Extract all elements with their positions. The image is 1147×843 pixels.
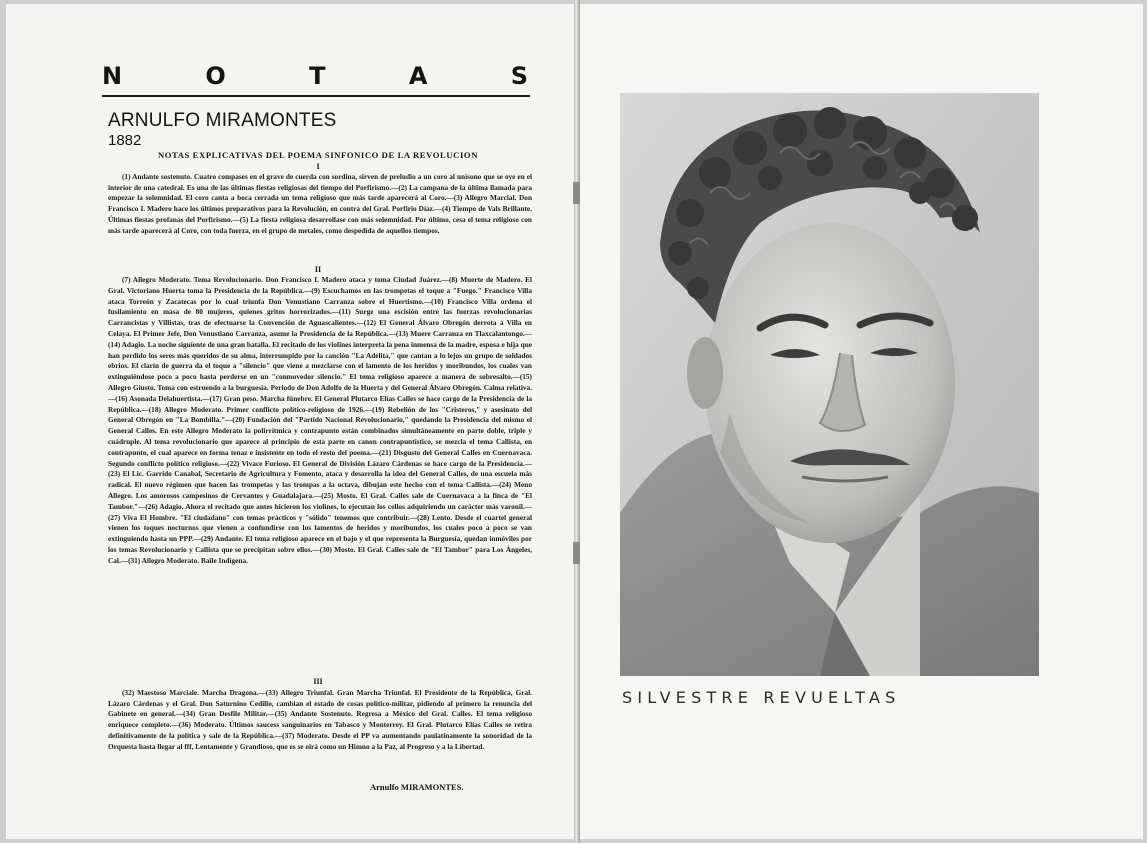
heading-letter: A [408, 62, 428, 90]
section-numeral-1: I [316, 162, 320, 171]
section-numeral-2: II [314, 265, 322, 274]
heading-letter: O [205, 62, 226, 90]
heading-letter: S [510, 62, 528, 90]
notes-paragraph-3: (32) Maestoso Marciale. Marcha Dragona.—(33) Allegro Triunfal. Gran Marcha Triunfal. El Presidente de la República, Gral. Lázaro Cárdenas y el Gral. Don Saturnino Cedillo, cambian el estado de cosas político-militar, pidiendo al primero la renuncia del Gabinete en general.—(34) Gran Desfile Militar.—(35) Andante Sostenuto. Regresa a México del Gral. Calles. El tema religioso enriquece completo.—(36) Moderato. Últimos saucess sanguinarios en Tabasco y Monterrey. El Gral. Plutarco Elías Calles se retira definitivamente de la política y sale de la República.—(37) Moderato. Desde el PP va aumentando paulatinamente la sonoridad de la Orquesta hasta llegar al fff, Lentamente y Grandioso, que es se oirá como un Himno a la Paz, al Progreso y a la Libertad. [108, 688, 532, 751]
portrait-illustration [620, 93, 1039, 676]
notes-paragraph-2: (7) Allegro Moderato. Tema Revolucionario. Don Francisco I. Madero ataca y toma Ciudad Juárez.—(8) Muerte de Madero. El Gral. Victoriano Huerta toma la Presidencia de la República.—(9) Escuchamos en las trompetas el toque a "Fuego." Francisco Villa ataca Torreón y Zacatecas por lo cual triunfa Don Venustiano Carranza sobre el Huertismo.—(10) Francisco Villa ordena el fusilamiento en masa de 80 mujeres, quienes gritos horrorizados.—(11) Surge una escisión entre las fuerzas revolucionarias Carrancistas y Villistas, tras de efectuarse la Convención de Aguascalientes.—(12) El General Álvaro Obregón derrota a Villa en Celaya. El Primer Jefe, Don Venustiano Carranza, asume la Presidencia de la República.—(13) Muere Carranza en Tlaxcalantongo.—(14) Adagio. La noche siguiente de una gran batalla. El recitado de los violines interpreta la pena inmensa de la madre, esposa e hija que han perdido los seres más queridos de su alma, interrumpido por la canción "La Adelita," que cantan a lo lejos un grupo de soldados ebrios. El clarín de guerra da el toque a "silencio" que viene a mezclarse con el lamento de los heridos y moribundos, los cuales van extinguiéndose poco a poco hasta perderse en un "conmovedor silencio." El tema religioso aparece a manera de sobresalto.—(15) Allegro Giusto. Toma con estruendo a la burguesía. Periodo de Don Adolfo de la Huerta y del General Álvaro Obregón. Calma relativa.—(16) Asonada Delahuertista.—(17) Gran peso. Marcha fúnebre. El General Plutarco Elías Calles se hace cargo de la Presidencia de la República.—(18) Allegro Moderato. Primer conflicto político-religioso de 1926.—(19) Rebelión de los "Cristeros," y asesinato del General Obregón en "La Bombilla."—(20) Fundación del "Partido Nacional Revolucionario," quedando la Presidencia del mismo el General Calles. En este Allegro Moderato la polirrítmica y contrapunto están combinados simultáneamente en parte doble, triple y cuádruple. Al tema revolucionario que aparece al principio de esta parte en canon contrapuntístico, se mezcla el tema Callista, en contrapunto, el cual aparece en forma tenaz e insistente en todo el resto del poema.—(21) Disgusto del General Calles en Cuernavaca. Segundo conflicto político religioso.—(22) Vivace Furioso. El General de División Lázaro Cárdenas se hace cargo de la Presidencia.—(23) El Lic. Garrido Canabal, Secretario de Agricultura y Fomento, ataca y desarrolla la idea del General Calles, de una escuela más radical. El nuevo régimen que hacen las trompetas y las trompas a la octava, dibujan este hecho con el tema Callista.—(24) Meno Allegro. Los amorosos campesinos de Cervantes y Guadalajara.—(25) Mosto. El Gral. Calles sale de Cuernavaca a la finca de "El Tambor."—(26) Adagio. Ahora el recitado que antes hicieron los violines, lo ejecutan los cellos adquiriendo un carácter más varonil.—(27) Viva El Hombre. "El ciudadano" con temas prácticos y "sólido" tenemos que contribuir.—(28) Lento. Desde el cuartel general vienen los toques nocturnos que vienen a confundirse con los lamentos de heridos y moribundos, los cuales poco a poco se van extinguiendo hasta un PPP.—(29) Andante. El tema religioso aparece en el bajo y el que representa la Burguesía, quedan inmóviles por los temas Revolucionario y Callista que se precipitan sobre ellos.—(30) Mosto. El Gral. Calles sale de "El Tambor" para Los Ángeles, Cal.—(31) Allegro Moderato. Baile Indígena. [108, 275, 532, 565]
author-signature: Arnulfo MIRAMONTES. [370, 782, 464, 792]
portrait-caption: SILVESTRE REVUELTAS [622, 688, 901, 707]
notes-subtitle: NOTAS EXPLICATIVAS DEL POEMA SINFONICO DE LA REVOLUCION [157, 150, 479, 160]
section-numeral-3: III [313, 677, 323, 686]
heading-letter: N [102, 62, 123, 90]
heading-rule [102, 95, 530, 97]
composer-name: ARNULFO MIRAMONTES [108, 110, 337, 131]
portrait-photo [620, 93, 1039, 676]
composer-year: 1882 [108, 132, 142, 149]
heading-letter: T [309, 62, 326, 90]
notes-paragraph-1: (1) Andante sostenuto. Cuatro compases en el grave de cuerda con sordina, sirven de preludio a un coro al unísono que se oye en el interior de una catedral. Es una de las últimas fiestas religiosas del tiempo del Porfirismo.—(2) La campana de la última llamada para empezar la solemnidad. El coro canta a boca cerrada un tema religioso que más tarde aparecerá al Coro.—(3) Allegro Marcial. Don Francisco I. Madero hace los últimos preparativos para la Revolución, en contra del Gral. Porfirio Díaz.—(4) Tiempo de Vals Brillante. Últimas fiestas profanas del Porfirismo.—(5) La fiesta religiosa desarrollase con más solemnidad. Por último, cesa el tema religioso con más tarde aparecerá al Coro, con toda fuerza, en el grupo de metales, como despedida de aquellos tiempos. [108, 172, 532, 235]
notas-heading [102, 62, 528, 90]
